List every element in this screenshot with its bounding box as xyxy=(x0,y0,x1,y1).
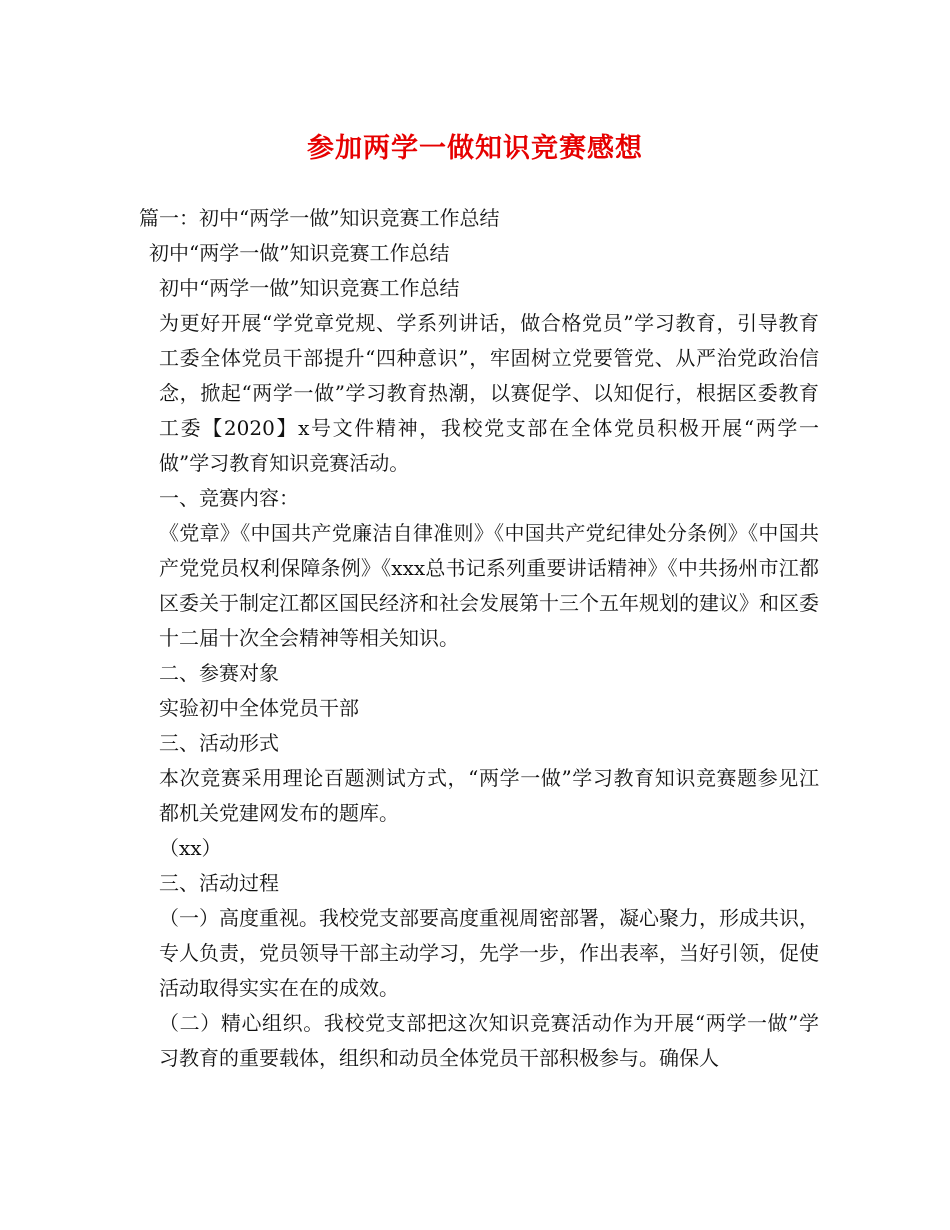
document-body xyxy=(139,201,819,1076)
paragraph-process-1: （一）高度重视。我校党支部要高度重视周密部署，凝心聚力，形成共识，专人负责，党员领导干部主动学习，先学一步，作出表率，当好引领，促使活动取得实实在在的成效。 xyxy=(159,906,819,1000)
paragraph-subtitle-2: 初中“两学一做”知识竞赛工作总结 xyxy=(159,276,460,300)
section-heading-participants: 二、参赛对象 xyxy=(159,661,279,685)
paragraph-xx: （xx） xyxy=(159,836,222,860)
paragraph-subtitle-1: 初中“两学一做”知识竞赛工作总结 xyxy=(149,241,450,265)
paragraph-content-list: 《党章》《中国共产党廉洁自律准则》《中国共产党纪律处分条例》《中国共产党党员权利保障条例》《xxx总书记系列重要讲话精神》《中共扬州市江都区委关于制定江都区国民经济和社会发展第十三个五年规划的建议》和区委十二届十次全会精神等相关知识。 xyxy=(159,521,819,650)
section-heading-content: 一、竞赛内容： xyxy=(159,486,299,510)
paragraph-heading-1: 篇一：初中“两学一做”知识竞赛工作总结 xyxy=(139,206,500,230)
paragraph-intro: 为更好开展“学党章党规、学系列讲话，做合格党员”学习教育，引导教育工委全体党员干部提升“四种意识”，牢固树立党要管党、从严治党政治信念，掀起“两学一做”学习教育热潮，以赛促学、以知促行，根据区委教育工委【2020】x号文件精神，我校党支部在全体党员积极开展“两学一做”学习教育知识竞赛活动。 xyxy=(159,311,819,475)
paragraph-process-2: （二）精心组织。我校党支部把这次知识竞赛活动作为开展“两学一做”学习教育的重要载体，组织和动员全体党员干部积极参与。确保人 xyxy=(159,1011,819,1070)
section-heading-format: 三、活动形式 xyxy=(159,731,279,755)
paragraph-participants: 实验初中全体党员干部 xyxy=(159,696,359,720)
section-heading-process: 三、活动过程 xyxy=(159,871,279,895)
document-title: 参加两学一做知识竞赛感想 xyxy=(307,133,643,164)
paragraph-format: 本次竞赛采用理论百题测试方式，“两学一做”学习教育知识竞赛题参见江都机关党建网发布的题库。 xyxy=(159,766,819,825)
